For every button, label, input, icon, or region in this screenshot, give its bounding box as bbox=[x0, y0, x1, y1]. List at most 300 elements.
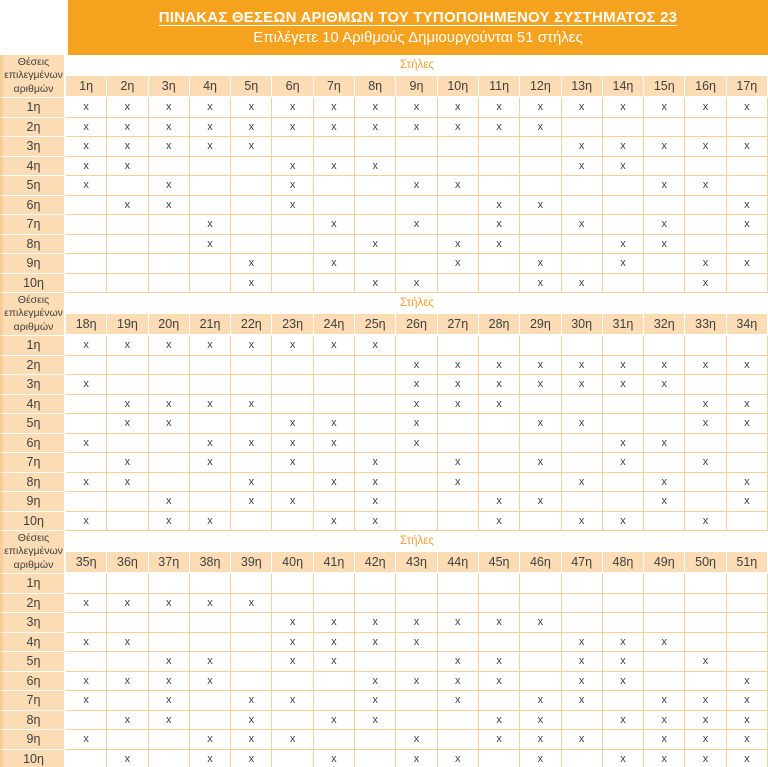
mark-cell: x bbox=[314, 434, 355, 454]
empty-cell bbox=[396, 254, 437, 274]
mark-cell: x bbox=[149, 118, 190, 138]
empty-cell bbox=[727, 176, 768, 196]
empty-cell bbox=[272, 395, 313, 415]
mark-cell: x bbox=[231, 473, 272, 493]
mark-cell: x bbox=[272, 652, 313, 672]
mark-cell: x bbox=[520, 196, 561, 216]
empty-cell bbox=[520, 395, 561, 415]
empty-cell bbox=[107, 730, 148, 750]
mark-cell: x bbox=[190, 118, 231, 138]
empty-cell bbox=[107, 356, 148, 376]
mark-cell: x bbox=[396, 98, 437, 118]
empty-cell bbox=[231, 633, 272, 653]
empty-cell bbox=[231, 613, 272, 633]
mark-cell: x bbox=[66, 672, 107, 692]
mark-cell: x bbox=[603, 157, 644, 177]
empty-cell bbox=[314, 574, 355, 594]
empty-cell bbox=[355, 137, 396, 157]
empty-cell bbox=[355, 594, 396, 614]
empty-cell bbox=[603, 395, 644, 415]
empty-cell bbox=[562, 118, 603, 138]
mark-cell: x bbox=[314, 336, 355, 356]
empty-cell bbox=[685, 672, 726, 692]
section-1 bbox=[0, 55, 768, 293]
column-header: 27η bbox=[438, 313, 479, 336]
mark-cell: x bbox=[603, 453, 644, 473]
mark-cell: x bbox=[520, 730, 561, 750]
empty-cell bbox=[231, 215, 272, 235]
mark-cell: x bbox=[272, 613, 313, 633]
mark-cell: x bbox=[438, 395, 479, 415]
mark-cell: x bbox=[644, 730, 685, 750]
mark-cell: x bbox=[603, 672, 644, 692]
mark-cell: x bbox=[396, 395, 437, 415]
empty-cell bbox=[396, 473, 437, 493]
empty-cell bbox=[231, 672, 272, 692]
mark-cell: x bbox=[396, 750, 437, 767]
empty-cell bbox=[396, 137, 437, 157]
empty-cell bbox=[231, 235, 272, 255]
mark-cell: x bbox=[685, 691, 726, 711]
column-header: 23η bbox=[272, 313, 313, 336]
mark-cell: x bbox=[562, 633, 603, 653]
empty-cell bbox=[479, 137, 520, 157]
column-header: 39η bbox=[231, 551, 272, 574]
empty-cell bbox=[520, 157, 561, 177]
mark-cell: x bbox=[438, 453, 479, 473]
title-left-blank-cell bbox=[0, 0, 66, 55]
empty-cell bbox=[149, 633, 190, 653]
mark-cell: x bbox=[314, 98, 355, 118]
empty-cell bbox=[190, 492, 231, 512]
empty-cell bbox=[438, 274, 479, 294]
empty-cell bbox=[727, 118, 768, 138]
empty-cell bbox=[727, 453, 768, 473]
mark-cell: x bbox=[479, 215, 520, 235]
empty-cell bbox=[149, 375, 190, 395]
mark-cell: x bbox=[562, 691, 603, 711]
mark-cell: x bbox=[355, 274, 396, 294]
empty-cell bbox=[66, 215, 107, 235]
mark-cell: x bbox=[66, 137, 107, 157]
mark-cell: x bbox=[396, 356, 437, 376]
mark-cell: x bbox=[231, 434, 272, 454]
empty-cell bbox=[644, 118, 685, 138]
row-label: 6η bbox=[0, 434, 66, 454]
mark-cell: x bbox=[149, 137, 190, 157]
empty-cell bbox=[562, 196, 603, 216]
mark-cell: x bbox=[190, 137, 231, 157]
empty-cell bbox=[355, 750, 396, 767]
empty-cell bbox=[644, 336, 685, 356]
mark-cell: x bbox=[396, 672, 437, 692]
empty-cell bbox=[190, 633, 231, 653]
mark-cell: x bbox=[272, 414, 313, 434]
row-label: 9η bbox=[0, 730, 66, 750]
empty-cell bbox=[727, 574, 768, 594]
empty-cell bbox=[355, 176, 396, 196]
mark-cell: x bbox=[396, 118, 437, 138]
empty-cell bbox=[231, 196, 272, 216]
empty-cell bbox=[107, 375, 148, 395]
mark-cell: x bbox=[479, 196, 520, 216]
empty-cell bbox=[149, 274, 190, 294]
empty-cell bbox=[272, 356, 313, 376]
mark-cell: x bbox=[355, 512, 396, 532]
mark-cell: x bbox=[562, 730, 603, 750]
empty-cell bbox=[107, 215, 148, 235]
column-header: 33η bbox=[685, 313, 726, 336]
empty-cell bbox=[479, 691, 520, 711]
empty-cell bbox=[355, 652, 396, 672]
mark-cell: x bbox=[685, 356, 726, 376]
empty-cell bbox=[644, 453, 685, 473]
empty-cell bbox=[66, 711, 107, 731]
empty-cell bbox=[438, 157, 479, 177]
mark-cell: x bbox=[685, 711, 726, 731]
mark-cell: x bbox=[231, 98, 272, 118]
empty-cell bbox=[685, 492, 726, 512]
mark-cell: x bbox=[107, 157, 148, 177]
column-header: 34η bbox=[727, 313, 768, 336]
empty-cell bbox=[479, 473, 520, 493]
mark-cell: x bbox=[685, 137, 726, 157]
row-header-label: Θέσεις επιλεγμένων αριθμών bbox=[0, 55, 66, 98]
empty-cell bbox=[66, 613, 107, 633]
mark-cell: x bbox=[685, 652, 726, 672]
empty-cell bbox=[149, 730, 190, 750]
mark-cell: x bbox=[66, 118, 107, 138]
empty-cell bbox=[355, 375, 396, 395]
empty-cell bbox=[66, 254, 107, 274]
empty-cell bbox=[66, 274, 107, 294]
mark-cell: x bbox=[685, 395, 726, 415]
mark-cell: x bbox=[107, 594, 148, 614]
mark-cell: x bbox=[149, 691, 190, 711]
mark-cell: x bbox=[520, 98, 561, 118]
mark-cell: x bbox=[603, 356, 644, 376]
column-header: 41η bbox=[314, 551, 355, 574]
mark-cell: x bbox=[355, 633, 396, 653]
mark-cell: x bbox=[562, 215, 603, 235]
empty-cell bbox=[314, 672, 355, 692]
column-header: 18η bbox=[66, 313, 107, 336]
mark-cell: x bbox=[644, 176, 685, 196]
empty-cell bbox=[685, 235, 726, 255]
page-subtitle: Επιλέγετε 10 Αριθμούς Δημιουργούνται 51 στήλες bbox=[253, 29, 583, 46]
empty-cell bbox=[190, 375, 231, 395]
empty-cell bbox=[438, 711, 479, 731]
mark-cell: x bbox=[272, 492, 313, 512]
empty-cell bbox=[520, 473, 561, 493]
empty-cell bbox=[396, 157, 437, 177]
mark-cell: x bbox=[107, 473, 148, 493]
mark-cell: x bbox=[190, 453, 231, 473]
mark-cell: x bbox=[190, 395, 231, 415]
empty-cell bbox=[438, 414, 479, 434]
empty-cell bbox=[727, 235, 768, 255]
mark-cell: x bbox=[314, 750, 355, 767]
empty-cell bbox=[231, 512, 272, 532]
empty-cell bbox=[396, 235, 437, 255]
empty-cell bbox=[107, 274, 148, 294]
mark-cell: x bbox=[644, 215, 685, 235]
mark-cell: x bbox=[479, 512, 520, 532]
title-orange-band bbox=[66, 0, 768, 55]
column-header: 28η bbox=[479, 313, 520, 336]
column-header: 29η bbox=[520, 313, 561, 336]
empty-cell bbox=[190, 157, 231, 177]
mark-cell: x bbox=[520, 750, 561, 767]
mark-cell: x bbox=[520, 375, 561, 395]
mark-cell: x bbox=[355, 157, 396, 177]
empty-cell bbox=[190, 254, 231, 274]
column-header: 20η bbox=[149, 313, 190, 336]
column-header: 31η bbox=[603, 313, 644, 336]
empty-cell bbox=[355, 434, 396, 454]
empty-cell bbox=[562, 613, 603, 633]
empty-cell bbox=[66, 652, 107, 672]
mark-cell: x bbox=[149, 176, 190, 196]
empty-cell bbox=[603, 336, 644, 356]
empty-cell bbox=[107, 574, 148, 594]
column-header: 35η bbox=[66, 551, 107, 574]
mark-cell: x bbox=[190, 594, 231, 614]
mark-cell: x bbox=[727, 492, 768, 512]
empty-cell bbox=[66, 574, 107, 594]
mark-cell: x bbox=[107, 98, 148, 118]
empty-cell bbox=[272, 672, 313, 692]
mark-cell: x bbox=[272, 730, 313, 750]
empty-cell bbox=[190, 613, 231, 633]
empty-cell bbox=[603, 574, 644, 594]
empty-cell bbox=[396, 691, 437, 711]
mark-cell: x bbox=[231, 137, 272, 157]
empty-cell bbox=[190, 711, 231, 731]
column-header: 6η bbox=[272, 75, 313, 98]
mark-cell: x bbox=[438, 691, 479, 711]
mark-cell: x bbox=[479, 711, 520, 731]
empty-cell bbox=[396, 652, 437, 672]
mark-cell: x bbox=[603, 137, 644, 157]
empty-cell bbox=[520, 137, 561, 157]
empty-cell bbox=[685, 633, 726, 653]
mark-cell: x bbox=[314, 613, 355, 633]
empty-cell bbox=[562, 434, 603, 454]
mark-cell: x bbox=[231, 750, 272, 767]
empty-cell bbox=[685, 434, 726, 454]
empty-cell bbox=[190, 176, 231, 196]
mark-cell: x bbox=[644, 434, 685, 454]
empty-cell bbox=[685, 594, 726, 614]
empty-cell bbox=[562, 711, 603, 731]
empty-cell bbox=[190, 356, 231, 376]
mark-cell: x bbox=[314, 254, 355, 274]
empty-cell bbox=[603, 492, 644, 512]
mark-cell: x bbox=[479, 235, 520, 255]
empty-cell bbox=[644, 672, 685, 692]
column-header: 17η bbox=[727, 75, 768, 98]
empty-cell bbox=[231, 574, 272, 594]
empty-cell bbox=[272, 473, 313, 493]
empty-cell bbox=[438, 594, 479, 614]
empty-cell bbox=[727, 594, 768, 614]
empty-cell bbox=[727, 652, 768, 672]
mark-cell: x bbox=[685, 98, 726, 118]
empty-cell bbox=[314, 176, 355, 196]
mark-cell: x bbox=[562, 652, 603, 672]
column-header: 11η bbox=[479, 75, 520, 98]
column-header: 14η bbox=[603, 75, 644, 98]
mark-cell: x bbox=[231, 395, 272, 415]
row-label: 7η bbox=[0, 215, 66, 235]
column-header: 22η bbox=[231, 313, 272, 336]
empty-cell bbox=[149, 750, 190, 767]
empty-cell bbox=[107, 254, 148, 274]
empty-cell bbox=[272, 750, 313, 767]
mark-cell: x bbox=[66, 176, 107, 196]
mark-cell: x bbox=[727, 356, 768, 376]
empty-cell bbox=[66, 395, 107, 415]
empty-cell bbox=[520, 574, 561, 594]
mark-cell: x bbox=[562, 137, 603, 157]
column-header: 47η bbox=[562, 551, 603, 574]
empty-cell bbox=[396, 711, 437, 731]
empty-cell bbox=[562, 395, 603, 415]
mark-cell: x bbox=[438, 375, 479, 395]
section-3 bbox=[0, 531, 768, 767]
empty-cell bbox=[149, 235, 190, 255]
mark-cell: x bbox=[562, 473, 603, 493]
empty-cell bbox=[190, 274, 231, 294]
empty-cell bbox=[231, 652, 272, 672]
empty-cell bbox=[727, 512, 768, 532]
empty-cell bbox=[149, 356, 190, 376]
row-label: 1η bbox=[0, 98, 66, 118]
column-header: 30η bbox=[562, 313, 603, 336]
mark-cell: x bbox=[479, 652, 520, 672]
column-header: 8η bbox=[355, 75, 396, 98]
column-header: 10η bbox=[438, 75, 479, 98]
empty-cell bbox=[107, 235, 148, 255]
mark-cell: x bbox=[149, 672, 190, 692]
empty-cell bbox=[479, 574, 520, 594]
page-title: ΠΙΝΑΚΑΣ ΘΕΣΕΩΝ ΑΡΙΘΜΩΝ ΤΟΥ ΤΥΠΟΠΟΙΗΜΕΝΟΥ ΣΥΣΤΗΜΑΤΟΣ 23 bbox=[158, 9, 678, 26]
empty-cell bbox=[562, 574, 603, 594]
empty-cell bbox=[66, 196, 107, 216]
columns-band-label: Στήλες bbox=[66, 55, 768, 75]
empty-cell bbox=[355, 395, 396, 415]
mark-cell: x bbox=[603, 652, 644, 672]
empty-cell bbox=[272, 375, 313, 395]
empty-cell bbox=[644, 395, 685, 415]
empty-cell bbox=[603, 594, 644, 614]
empty-cell bbox=[685, 473, 726, 493]
mark-cell: x bbox=[438, 356, 479, 376]
empty-cell bbox=[314, 274, 355, 294]
mark-cell: x bbox=[396, 414, 437, 434]
empty-cell bbox=[727, 434, 768, 454]
empty-cell bbox=[149, 157, 190, 177]
mark-cell: x bbox=[644, 691, 685, 711]
empty-cell bbox=[479, 254, 520, 274]
mark-cell: x bbox=[479, 730, 520, 750]
empty-cell bbox=[603, 691, 644, 711]
row-label: 8η bbox=[0, 473, 66, 493]
empty-cell bbox=[107, 512, 148, 532]
column-header: 9η bbox=[396, 75, 437, 98]
empty-cell bbox=[644, 157, 685, 177]
mark-cell: x bbox=[107, 453, 148, 473]
row-label: 8η bbox=[0, 235, 66, 255]
empty-cell bbox=[479, 594, 520, 614]
row-label: 2η bbox=[0, 594, 66, 614]
column-header: 5η bbox=[231, 75, 272, 98]
empty-cell bbox=[355, 414, 396, 434]
mark-cell: x bbox=[66, 691, 107, 711]
row-label: 4η bbox=[0, 157, 66, 177]
empty-cell bbox=[685, 118, 726, 138]
mark-cell: x bbox=[562, 512, 603, 532]
empty-cell bbox=[149, 574, 190, 594]
mark-cell: x bbox=[727, 414, 768, 434]
row-label: 4η bbox=[0, 633, 66, 653]
empty-cell bbox=[603, 196, 644, 216]
empty-cell bbox=[66, 414, 107, 434]
mark-cell: x bbox=[644, 633, 685, 653]
empty-cell bbox=[479, 336, 520, 356]
mark-cell: x bbox=[149, 196, 190, 216]
mark-cell: x bbox=[190, 672, 231, 692]
empty-cell bbox=[520, 512, 561, 532]
mark-cell: x bbox=[727, 196, 768, 216]
column-header: 48η bbox=[603, 551, 644, 574]
mark-cell: x bbox=[479, 672, 520, 692]
empty-cell bbox=[355, 356, 396, 376]
empty-cell bbox=[355, 574, 396, 594]
empty-cell bbox=[149, 215, 190, 235]
column-header: 40η bbox=[272, 551, 313, 574]
empty-cell bbox=[231, 176, 272, 196]
column-header: 7η bbox=[314, 75, 355, 98]
column-header: 51η bbox=[727, 551, 768, 574]
mark-cell: x bbox=[272, 176, 313, 196]
row-label: 5η bbox=[0, 414, 66, 434]
column-header: 3η bbox=[149, 75, 190, 98]
mark-cell: x bbox=[520, 118, 561, 138]
empty-cell bbox=[190, 574, 231, 594]
empty-cell bbox=[438, 434, 479, 454]
column-header: 13η bbox=[562, 75, 603, 98]
mark-cell: x bbox=[272, 336, 313, 356]
mark-cell: x bbox=[107, 395, 148, 415]
column-header: 44η bbox=[438, 551, 479, 574]
mark-cell: x bbox=[355, 691, 396, 711]
mark-cell: x bbox=[685, 254, 726, 274]
empty-cell bbox=[396, 512, 437, 532]
row-label: 2η bbox=[0, 118, 66, 138]
empty-cell bbox=[149, 473, 190, 493]
empty-cell bbox=[231, 157, 272, 177]
mark-cell: x bbox=[562, 375, 603, 395]
row-label: 8η bbox=[0, 711, 66, 731]
column-header: 42η bbox=[355, 551, 396, 574]
empty-cell bbox=[603, 613, 644, 633]
mark-cell: x bbox=[66, 157, 107, 177]
column-header: 50η bbox=[685, 551, 726, 574]
mark-cell: x bbox=[520, 453, 561, 473]
empty-cell bbox=[562, 176, 603, 196]
